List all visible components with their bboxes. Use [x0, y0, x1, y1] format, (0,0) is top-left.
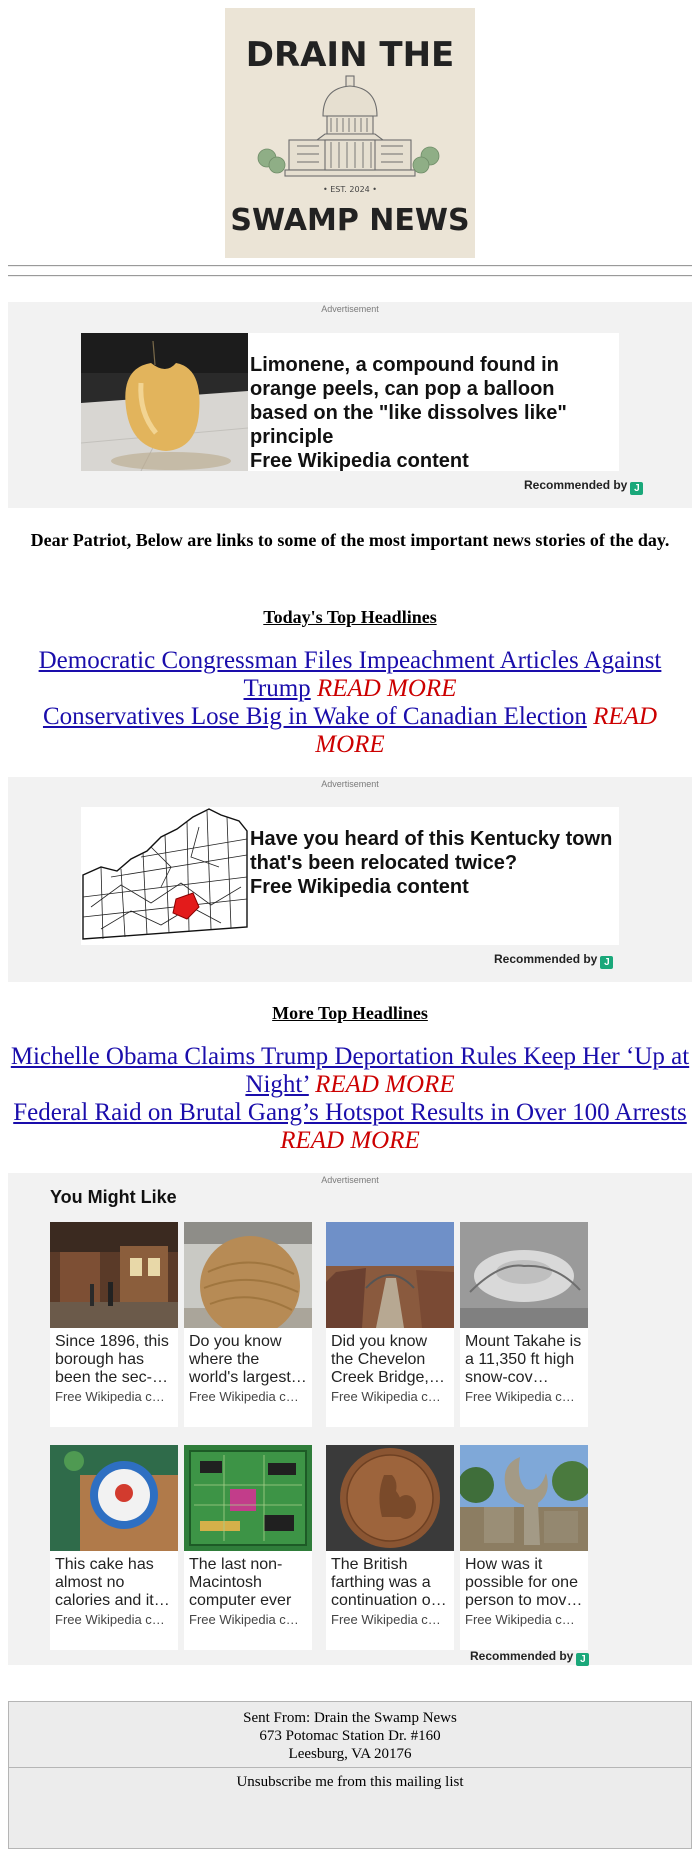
recommended-by-badge[interactable]	[494, 952, 613, 969]
mountain-photo	[460, 1222, 588, 1328]
footer-unsubscribe-row	[9, 1768, 691, 1791]
headline-item	[8, 703, 692, 759]
bridge-photo	[326, 1222, 454, 1328]
unsubscribe-link[interactable]: Unsubscribe me from this mailing list	[236, 1774, 464, 1790]
tile-image-coin[interactable]	[326, 1445, 454, 1551]
recommendations-title: You Might Like	[50, 1187, 177, 1207]
email-footer	[8, 1701, 692, 1849]
tile-image-circuit-board[interactable]	[184, 1445, 312, 1551]
tile-source: Free Wikipedia c…	[55, 1612, 165, 1627]
logo-title-line1: DRAIN THE	[245, 35, 455, 75]
ad-headline[interactable]: Have you heard of this Kentucky town that's been relocated twice?	[250, 828, 613, 874]
tile-source: Free Wikipedia c…	[331, 1612, 441, 1627]
headline-link[interactable]: Federal Raid on Brutal Gang’s Hotspot Results in Over 100 Arrests	[13, 1099, 687, 1126]
recommendation-tile[interactable]	[184, 1222, 312, 1427]
jubna-logo-icon: J	[600, 956, 613, 969]
footer-sender-info	[9, 1702, 691, 1768]
tile-image-coral-castle[interactable]	[460, 1445, 588, 1551]
recommendation-tile[interactable]	[50, 1222, 178, 1427]
tile-text[interactable]: Since 1896, this borough has been the sec-…	[55, 1333, 169, 1386]
more-headlines-list	[8, 1043, 692, 1155]
ad-image-kentucky-map[interactable]	[81, 807, 248, 945]
jubna-logo-icon: J	[576, 1653, 589, 1666]
circuit-board-photo	[184, 1445, 312, 1551]
section-heading-top-headlines: Today's Top Headlines	[263, 607, 437, 627]
tile-image-street[interactable]	[50, 1222, 178, 1328]
ad-source: Free Wikipedia content	[250, 876, 469, 898]
balloon-image	[81, 333, 248, 471]
divider	[8, 275, 692, 277]
read-more-link[interactable]: READ MORE	[316, 675, 457, 702]
recommended-by-label: Recommended by	[494, 952, 598, 966]
capitol-logo-graphic	[225, 8, 475, 258]
twine-ball-photo	[184, 1222, 312, 1328]
recommendation-tile[interactable]	[184, 1445, 312, 1650]
tile-source: Free Wikipedia c…	[465, 1612, 575, 1627]
logo-title-line2: SWAMP NEWS	[230, 203, 470, 238]
tile-image-mountain[interactable]	[460, 1222, 588, 1328]
recommended-by-label: Recommended by	[470, 1649, 574, 1663]
ad-label: Advertisement	[321, 779, 379, 789]
recommendation-tile[interactable]	[326, 1445, 454, 1650]
ad-headline[interactable]: Limonene, a compound found in orange peels, can pop a balloon based on the "like dissolves like" principle	[250, 354, 567, 448]
headline-item	[8, 647, 692, 703]
tile-image-twine-ball[interactable]	[184, 1222, 312, 1328]
headline-link[interactable]: Democratic Congressman Files Impeachment Articles Against Trump	[38, 647, 662, 702]
recommendation-tile[interactable]	[50, 1445, 178, 1650]
ad-label: Advertisement	[321, 1175, 379, 1185]
read-more-link[interactable]: READ MORE	[280, 1127, 420, 1154]
recommended-by-badge[interactable]	[470, 1649, 589, 1666]
intro-message: Dear Patriot, Below are links to some of the most important news stories of the day.	[30, 530, 670, 550]
divider	[8, 265, 692, 267]
headline-link[interactable]: Conservatives Lose Big in Wake of Canadian Election	[42, 703, 587, 730]
tile-image-cake[interactable]	[50, 1445, 178, 1551]
footer-address-line2: Leesburg, VA 20176	[288, 1746, 412, 1762]
tile-text[interactable]: Mount Takahe is a 11,350 ft high snow-cov…	[465, 1333, 582, 1386]
advertisement-2[interactable]	[8, 777, 692, 982]
top-headlines-list	[8, 647, 692, 759]
ad-image-balloon[interactable]	[81, 333, 248, 471]
ad-text[interactable]	[250, 827, 613, 899]
tile-text[interactable]: How was it possible for one person to mov…	[465, 1556, 583, 1609]
jubna-logo-icon: J	[630, 482, 643, 495]
tile-source: Free Wikipedia c…	[331, 1389, 441, 1404]
headline-item	[8, 1099, 692, 1155]
tile-source: Free Wikipedia c…	[465, 1389, 575, 1404]
recommendation-tile[interactable]	[460, 1222, 588, 1427]
tile-source: Free Wikipedia c…	[55, 1389, 165, 1404]
ad-text[interactable]	[250, 353, 613, 471]
tile-image-bridge[interactable]	[326, 1222, 454, 1328]
footer-address-line1: 673 Potomac Station Dr. #160	[259, 1728, 441, 1744]
recommended-by-label: Recommended by	[524, 478, 628, 492]
tile-text[interactable]: This cake has almost no calories and it…	[55, 1556, 170, 1609]
recommendation-tile[interactable]	[326, 1222, 454, 1427]
kentucky-map-image	[81, 807, 248, 945]
coral-castle-photo	[460, 1445, 588, 1551]
advertisement-recommendations[interactable]	[8, 1173, 692, 1665]
advertisement-1[interactable]	[8, 302, 692, 508]
tile-text[interactable]: Do you know where the world's largest…	[189, 1333, 307, 1386]
section-heading-more-headlines: More Top Headlines	[272, 1003, 428, 1023]
logo-established: • EST. 2024 •	[322, 185, 378, 194]
tile-source: Free Wikipedia c…	[189, 1612, 299, 1627]
recommended-by-badge[interactable]	[524, 478, 643, 495]
farthing-coin-photo	[326, 1445, 454, 1551]
headline-item	[8, 1043, 692, 1099]
headline-link[interactable]: Michelle Obama Claims Trump Deportation Rules Keep Her ‘Up at Night’	[10, 1043, 690, 1098]
ad-source: Free Wikipedia content	[250, 450, 469, 471]
footer-sent-from: Sent From: Drain the Swamp News	[243, 1710, 457, 1726]
tile-text[interactable]: Did you know the Chevelon Creek Bridge,…	[331, 1333, 445, 1386]
tile-source: Free Wikipedia c…	[189, 1389, 299, 1404]
read-more-link[interactable]: READ MORE	[315, 1071, 455, 1098]
tile-text[interactable]: The British farthing was a continuation o…	[331, 1556, 447, 1609]
ad-card-limonene[interactable]	[81, 333, 619, 471]
site-logo[interactable]	[225, 8, 475, 258]
read-more-link[interactable]: READ MORE	[315, 703, 658, 758]
tile-text[interactable]: The last non-Macintosh computer ever	[189, 1556, 292, 1609]
ad-card-kentucky[interactable]	[81, 807, 619, 945]
cake-photo	[50, 1445, 178, 1551]
recommendation-tile[interactable]	[460, 1445, 588, 1650]
ad-label: Advertisement	[321, 304, 379, 314]
street-photo	[50, 1222, 178, 1328]
